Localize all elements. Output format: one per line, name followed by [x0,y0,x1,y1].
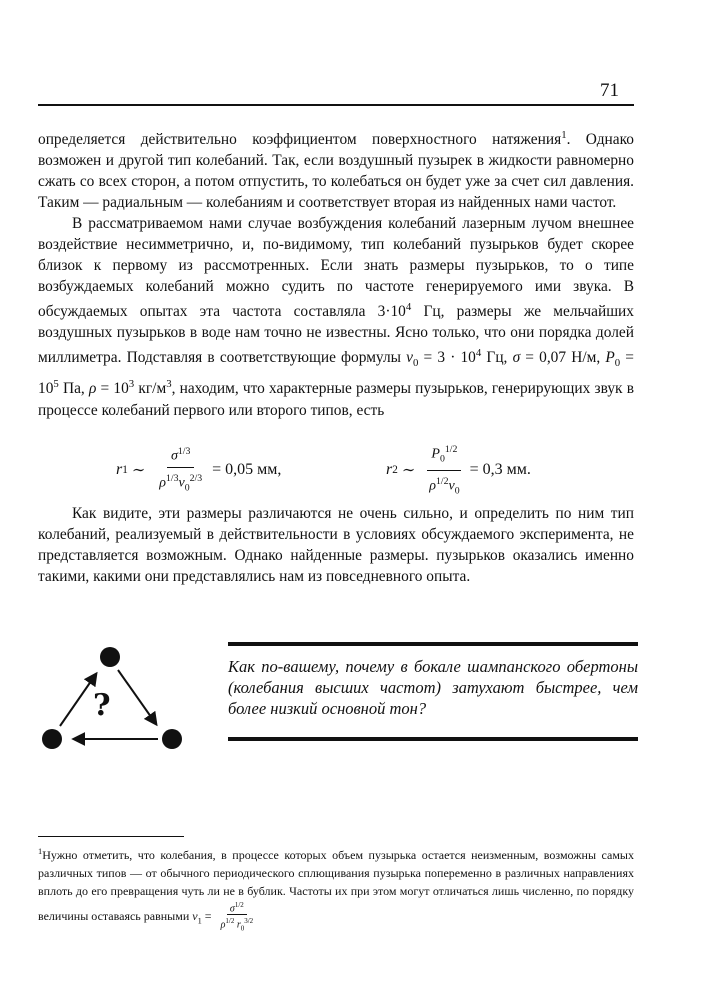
paragraph-1 [38,125,634,213]
exponent: 3 [166,378,172,391]
exponent: 5 [53,378,59,391]
symbol-nu: ν [192,909,198,924]
denominator [155,468,206,496]
exponent: 1/3 [165,473,179,485]
numerator [427,441,461,470]
text-run: . Однако возможен и другой тип колебаний. Так, если воздушный пузырек в жидкости равномерно сжать со всех сторон, а потом отпустить, то колебаться он будет уже за счет сил давления. Таким — радиальным — колебаниям и соответствует вторая из найденных нами частот. [38,131,634,212]
denominator [218,915,257,934]
sim-symbol: ∼ [401,462,416,479]
numerator [227,900,247,915]
symbol-sigma: σ [512,349,521,367]
formula-r2 [386,442,531,498]
text-run: В рассматриваемом нами случае возбуждения колебаний лазерным лучом внешнее воздействие несимметрично, и, по-видимому, тип колебаний пузырьков будет скорее близок к первому из рассмотренных. Если знать размеры пузырьков, то о типе возбуждаемых колебаний можно судить по частоте генерируемого ими звука. В обсуждаемых опытах эта частота составляла 3·10 [38,215,634,321]
formula-r1 [116,442,281,498]
symbol-p: P [605,349,615,367]
formula-block [38,442,634,498]
footnote-mark: 1 [38,847,43,856]
symbol-rho: ρ [159,475,166,491]
exponent: 4 [405,301,412,314]
footnote-text: Нужно отметить, что колебания, в процессе которых объем пузырька остается неизменным, возможны самых различных типов — от обычного периодического сплющивания пузырька попеременно в различных направлениях вплоть до его превращения чуть ли не в бублик. Частоты их при этом могут отличаться лишь численно, по порядку величины оставаясь равными [38,848,634,924]
exponent: 1/2 [234,901,244,909]
page-number: 71 [600,80,619,101]
text-run: Гц, размеры же мельчайших воздушных пузырьков в воде нам точно не известны. Ясно только, что они порядка долей миллиметра. Подставляя в соответствующие формулы [38,303,634,367]
node-top [100,647,120,667]
subscript: 1 [122,464,128,476]
exponent: 1/2 [444,444,458,456]
exponent: 3/2 [244,917,254,926]
question-bottom-rule [228,737,638,741]
subscript: 2 [392,464,398,476]
formula-lhs: r [386,461,393,478]
subscript: 0 [184,482,190,494]
arrow-left-top [60,674,96,726]
equals-sign: = [204,909,212,924]
text-run: Гц, [481,349,513,367]
footnote [38,843,634,935]
symbol-nu: ν [448,478,455,494]
text-run: = 10 [96,380,129,398]
subscript: 0 [240,924,245,933]
arrow-top-right [118,670,156,724]
paragraph-3: Как видите, эти размеры различаются не очень сильно, и определить по ним тип колебаний, реализуемый в действительности в условиях обсуждаемого эксперимента, не представляется возможным. Однако найденные размеры. пузырьков оказались именно такими, какими они представлялись нам из повседневного опыта. [38,505,634,585]
formula-result: = 0,05 мм, [212,461,282,478]
subscript: 0 [454,484,460,496]
exponent: 3 [128,378,135,391]
exponent: 1/2 [435,475,449,487]
node-right [162,729,182,749]
symbol-r: r [236,919,241,931]
text-run: , находим, что характерные размеры пузырьков, генерирующих звук в процессе колебаний первого или второго типов, есть [38,380,634,419]
text-run: = 10 [38,349,634,398]
symbol-p: P [431,446,440,462]
exponent: 2/3 [189,473,203,485]
symbol-sigma: σ [170,449,178,465]
fraction [155,443,206,496]
question-mark-icon: ? [93,688,111,723]
node-left [42,729,62,749]
text-run: Па, [58,380,89,398]
numerator [167,443,194,468]
footnote-fraction [218,900,257,935]
fraction [425,441,463,499]
subscript: 0 [439,453,445,465]
body-text [38,125,634,421]
paragraph-2 [38,213,634,420]
subscript: 1 [197,916,202,926]
text-run: = 3 · 10 [418,349,476,367]
text-run: кг/м [134,380,167,398]
symbol-nu: ν [178,475,185,491]
sim-symbol: ∼ [131,462,146,479]
question-text: Как по-вашему, почему в бокале шампанского обертоны (колебания высших частот) затухают быстрее, чем более низкий основной тон? [228,657,638,718]
subscript: 0 [412,357,419,370]
header-rule [38,104,634,106]
body-text-continued [38,503,634,587]
exponent: 1/3 [177,446,191,458]
symbol-rho: ρ [220,919,226,931]
symbol-rho: ρ [88,380,97,398]
denominator [425,471,463,499]
exponent: 4 [475,347,482,360]
symbol-sigma: σ [229,903,235,915]
symbol-nu: ν [406,349,413,367]
symbol-rho: ρ [429,478,436,494]
footnote-rule [38,836,184,837]
exponent: 1/2 [225,917,235,926]
triangle-cycle-icon [38,644,188,754]
formula-lhs: r [116,461,123,478]
text-run: = 0,07 Н/м, [520,349,606,367]
footnote-ref: 1 [561,129,567,141]
text-run: определяется действительно коэффициентом поверхностного натяжения [38,131,562,149]
subscript: 0 [614,357,621,370]
formula-result: = 0,3 мм. [469,461,531,478]
question-top-rule [228,642,638,646]
